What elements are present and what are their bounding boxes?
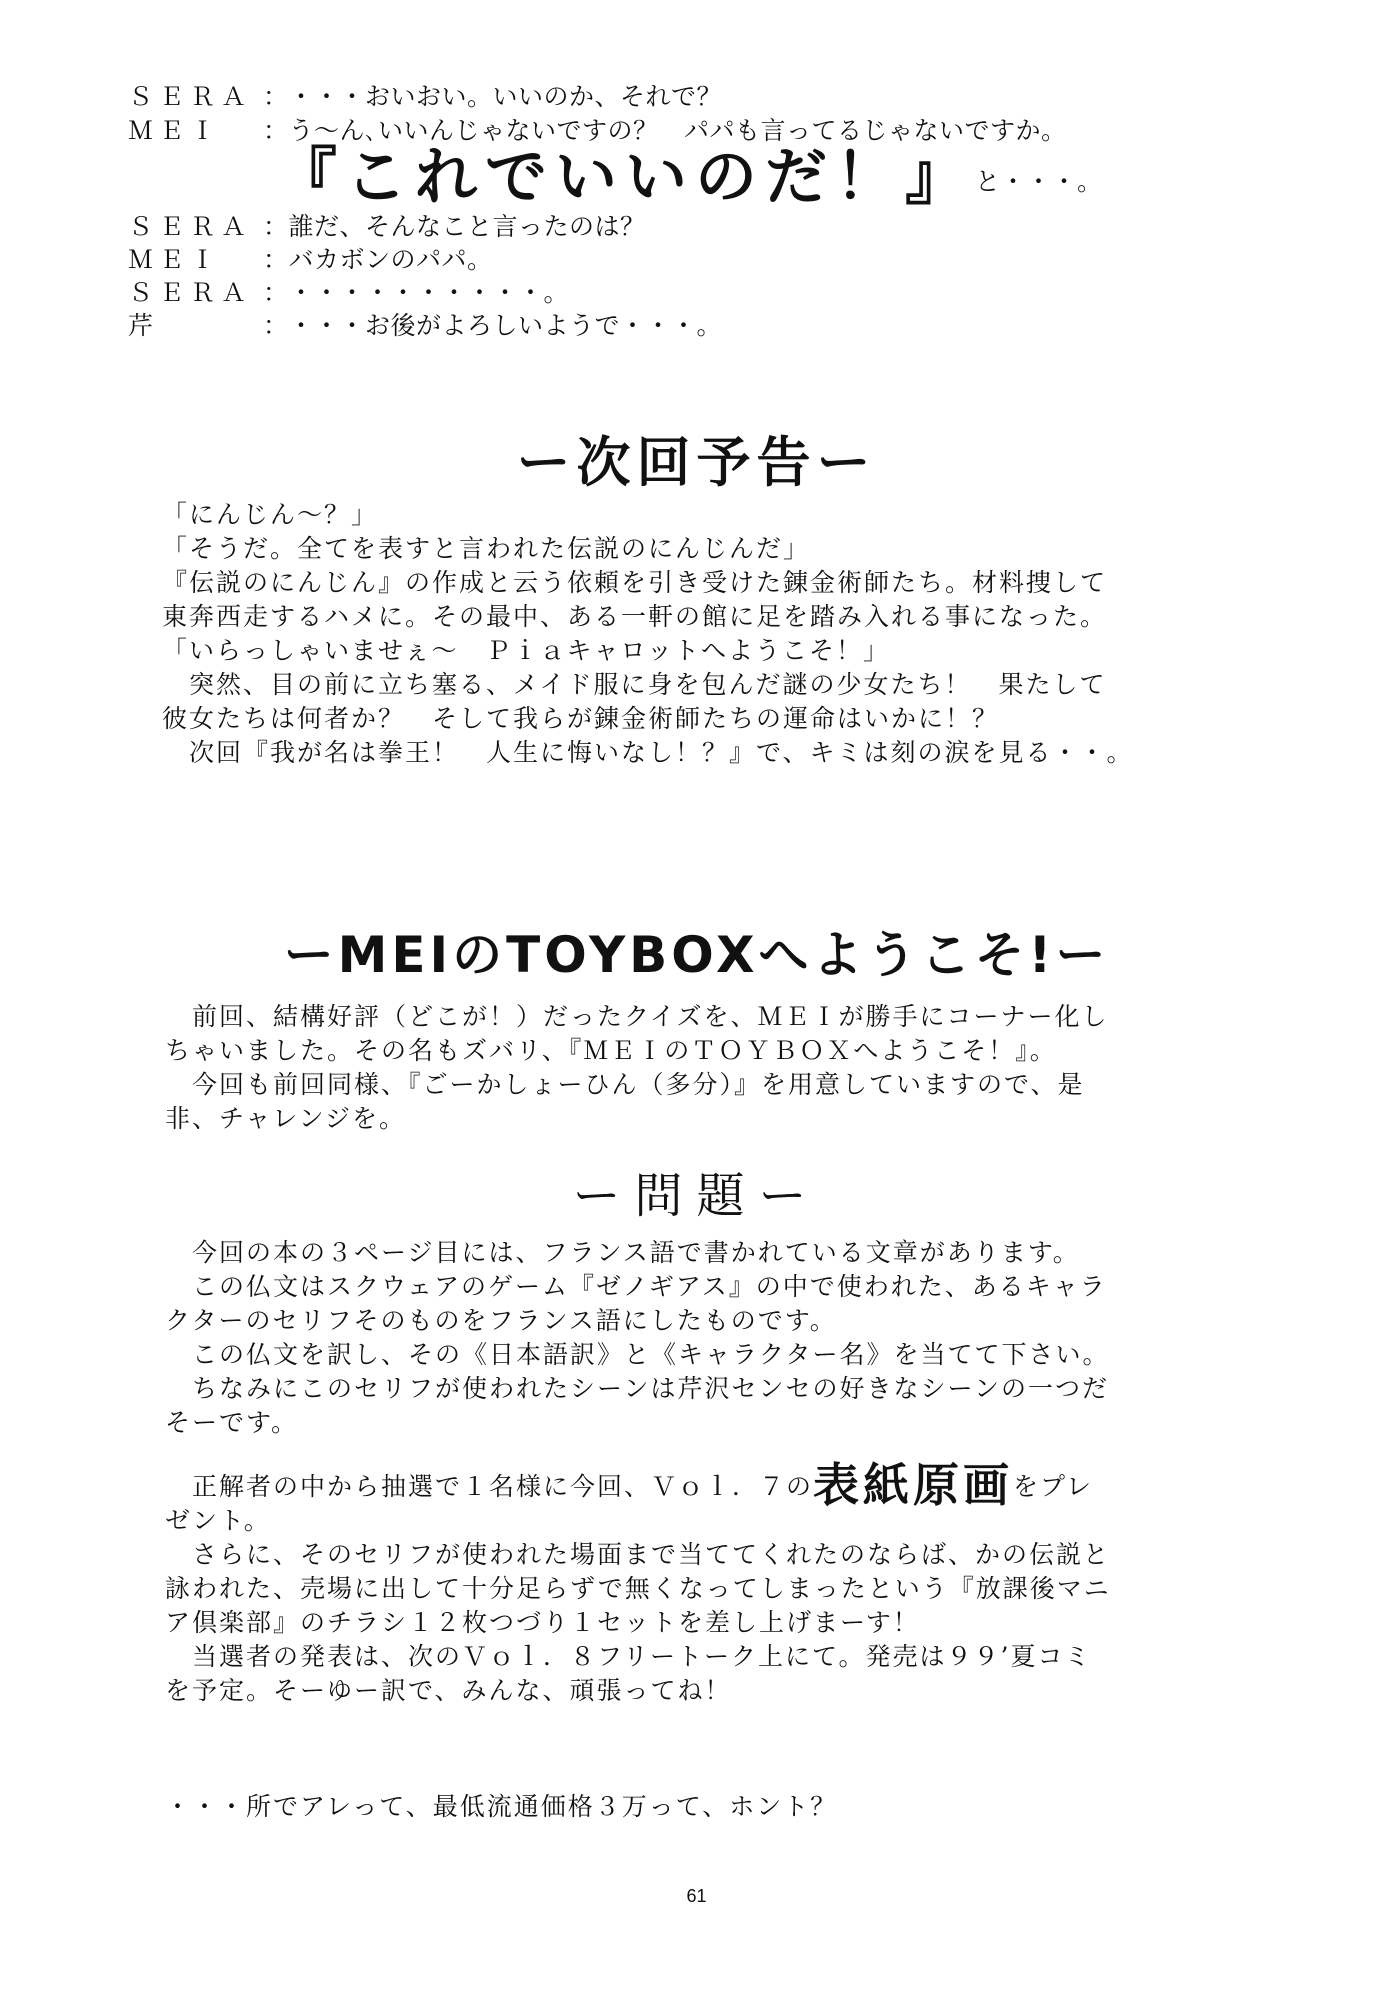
speaker-name: ＳＥＲＡ [128,82,253,111]
emphasis-quote: 『これでいいのだ！』 [275,140,976,213]
cover-artwork-emphasis: 表紙原画 [813,1458,1014,1512]
dialogue-text: う～ん､いいんじゃないですの？ パパも言ってるじゃないですか。 [288,116,1067,145]
text-line: 当選者の発表は、次のＶｏｌ．８フリートーク上にて。発売は９９’夏コミ [165,1642,1092,1671]
text-line: 前回、結構好評（どこが！）だったクイズを、ＭＥＩが勝手にコーナー化し [165,1002,1109,1031]
text-line: この仏文はスクウェアのゲーム『ゼノギアス』の中で使われた、あるキャラ [165,1272,1107,1301]
text-line: 突然、目の前に立ち塞る、メイド服に身を包んだ謎の少女たち！ 果たして [162,670,1107,699]
speaker-name: ＭＥＩ [128,245,222,274]
dialogue-text: バカボンのパパ。 [288,245,493,274]
text-line: ア倶楽部』のチラシ１２枚つづり１セットを差し上げまーす！ [165,1608,920,1637]
dialogue-line-3 [275,140,1103,213]
dialogue-line-1: ＳＥＲＡ ：・・・おいおい。いいのか、それで？ [128,82,723,111]
next-episode-heading: ー次回予告ー [516,431,877,494]
dialogue-text: 誰だ、そんなこと言ったのは？ [288,212,646,241]
dialogue-text: ・・・お後がよろしいようで・・・。 [288,311,723,340]
dialogue-text: ・・・・・・・・・・。 [288,278,570,307]
dialogue-line-4: ＳＥＲＡ ：誰だ、そんなこと言ったのは？ [128,212,646,241]
question-heading: ー問題ー [572,1168,821,1224]
prize-text [165,1458,1295,1708]
toybox-heading: ーMEIのTOYBOXへようこそ!ー [283,926,1110,984]
text-line: ちゃいました。その名もズバリ、『ＭＥＩのＴＯＹＢＯＸへようこそ！』。 [165,1036,1057,1065]
text-line: 非、チャレンジを。 [165,1104,407,1133]
page-number: 61 [686,1886,707,1906]
text-line: この仏文を訳し、その《日本語訳》と《キャラクター名》を当てて下さい。 [165,1340,1110,1369]
speaker-name: ＳＥＲＡ [128,212,253,241]
next-episode-text [162,498,1292,770]
text-line: クターのセリフそのものをフランス語にしたものです。 [165,1306,837,1335]
text-line: を予定。そーゆー訳で、みんな、頑張ってね！ [165,1676,732,1705]
text-line: 「そうだ。全てを表すと言われた伝説のにんじんだ」 [162,534,811,563]
dialogue-line-5: ＭＥＩ ：バカボンのパパ。 [128,245,493,274]
dialogue-text: と・・・。 [975,167,1103,196]
dialogue-text: ・・・おいおい。いいのか、それで？ [288,82,723,111]
speaker-name: ＭＥＩ [128,116,222,145]
dialogue-line-7: 芹 ：・・・お後がよろしいようで・・・。 [128,311,723,340]
prize-line: 正解者の中から抽選で１名様に今回、Ｖｏｌ．７の表紙原画をプレ [165,1458,1094,1512]
text-line: 今回も前回同様、『ごーかしょーひん（多分）』を用意していますので、是 [165,1070,1085,1099]
text-line: 「いらっしゃいませぇ～ Ｐｉａキャロットへようこそ！」 [162,636,891,665]
text-line: 詠われた、売場に出して十分足らずで無くなってしまったという『放課後マニ [165,1574,1111,1603]
dialogue-line-2: ＭＥＩ ：う～ん､いいんじゃないですの？ パパも言ってるじゃないですか。 [128,116,1067,145]
toybox-intro [165,1000,1295,1136]
text-line: 『伝説のにんじん』の作成と云う依頼を引き受けた錬金術師たち。材料捜して [162,568,1108,597]
text-line: 彼女たちは何者か？ そして我らが錬金術師たちの運命はいかに！？ [162,704,1000,733]
text-line: さらに、そのセリフが使われた場面まで当ててくれたのならば、かの伝説と [165,1540,1111,1569]
text-line: ゼント。 [165,1506,271,1535]
text-line: ちなみにこのセリフが使われたシーンは芹沢センセの好きなシーンの一つだ [165,1374,1110,1403]
speaker-name: 芹 [128,311,160,340]
dialogue-line-6: ＳＥＲＡ ：・・・・・・・・・・。 [128,278,570,307]
text-line: 今回の本の３ページ目には、フランス語で書かれている文章があります。 [165,1238,1080,1267]
closing-remark [165,1790,1295,1824]
question-text [165,1236,1295,1440]
speaker-name: ＳＥＲＡ [128,278,253,307]
text-line: そーです。 [165,1408,299,1437]
text-line: 「にんじん～？」 [162,500,379,529]
text-line: 次回『我が名は拳王！ 人生に悔いなし！？』で、キミは刻の涙を見る・・。 [162,738,1134,767]
text-line: ・・・所でアレって、最低流通価格３万って、ホント？ [165,1792,838,1821]
text-line: 東奔西走するハメに。その最中、ある一軒の館に足を踏み入れる事になった。 [162,602,1108,631]
